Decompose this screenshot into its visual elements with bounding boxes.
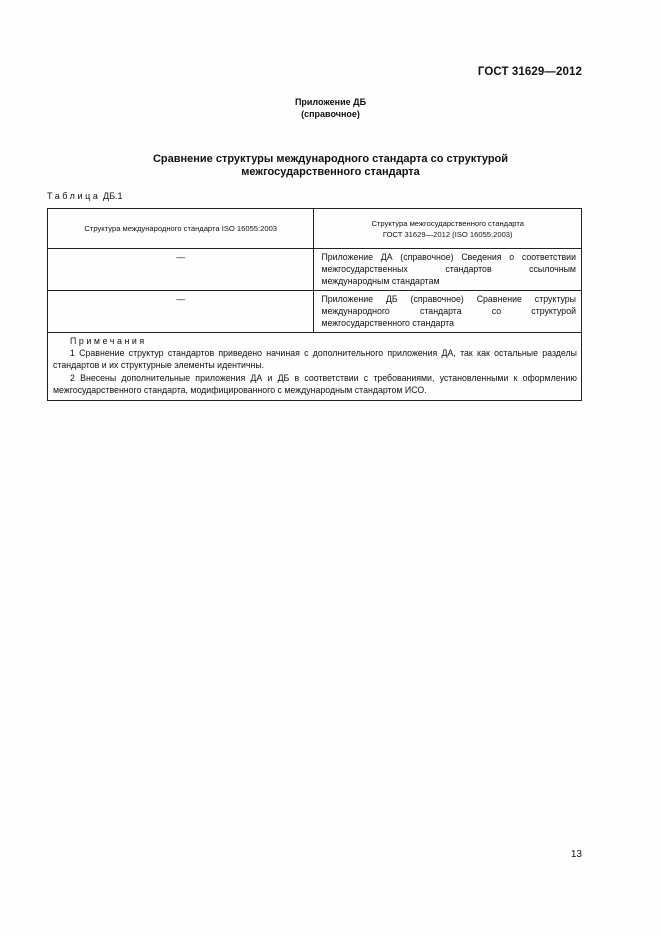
- table-header-row: [48, 209, 582, 249]
- table-cell-interstate: Приложение ДБ (справочное) Сравнение структуры международного стандарта со структурой межгосударственного стандарта: [314, 291, 582, 333]
- header-interstate-line-2: ГОСТ 31629—2012 (ISO 16055:2003): [382, 229, 513, 239]
- table-notes: [48, 333, 582, 401]
- appendix-heading: [0, 96, 661, 120]
- appendix-title: Приложение ДБ: [294, 97, 367, 107]
- header-international-structure: Структура международного стандарта ISO 16055:2003: [48, 209, 314, 249]
- table-cell-international: —: [48, 291, 314, 333]
- table-caption: [47, 191, 123, 201]
- table-cell-international: —: [48, 249, 314, 291]
- header-interstate-line-1: Структура межгосударственного стандарта: [371, 218, 524, 228]
- section-title: [0, 153, 661, 179]
- note-item: 1 Сравнение структур стандартов приведено начиная с дополнительного приложения ДА, так как остальные разделы стандартов и их структурные элементы идентичны.: [53, 348, 577, 371]
- table-caption-prefix: Таблица: [47, 191, 101, 201]
- appendix-subtitle: (справочное): [301, 109, 360, 119]
- header-interstate-structure: [314, 209, 582, 249]
- table-row: [48, 291, 582, 333]
- comparison-table: [47, 208, 582, 401]
- table-notes-row: [48, 333, 582, 401]
- section-title-line-1: Сравнение структуры международного стандарта со структурой: [152, 153, 509, 165]
- page-number: 13: [570, 849, 582, 860]
- table-cell-interstate: Приложение ДА (справочное) Сведения о соответствии межгосударственных стандартов ссылочным международным стандартам: [314, 249, 582, 291]
- section-title-line-2: межгосударственного стандарта: [241, 166, 420, 178]
- table-caption-id: ДБ.1: [103, 191, 123, 201]
- document-code: ГОСТ 31629—2012: [477, 66, 582, 78]
- note-item: 2 Внесены дополнительные приложения ДА и ДБ в соответствии с требованиями, установленными к оформлению межгосударственного стандарта, модифицированного с международным стандартом ИСО.: [53, 372, 577, 395]
- notes-title: Примечания: [70, 336, 147, 346]
- table-row: [48, 249, 582, 291]
